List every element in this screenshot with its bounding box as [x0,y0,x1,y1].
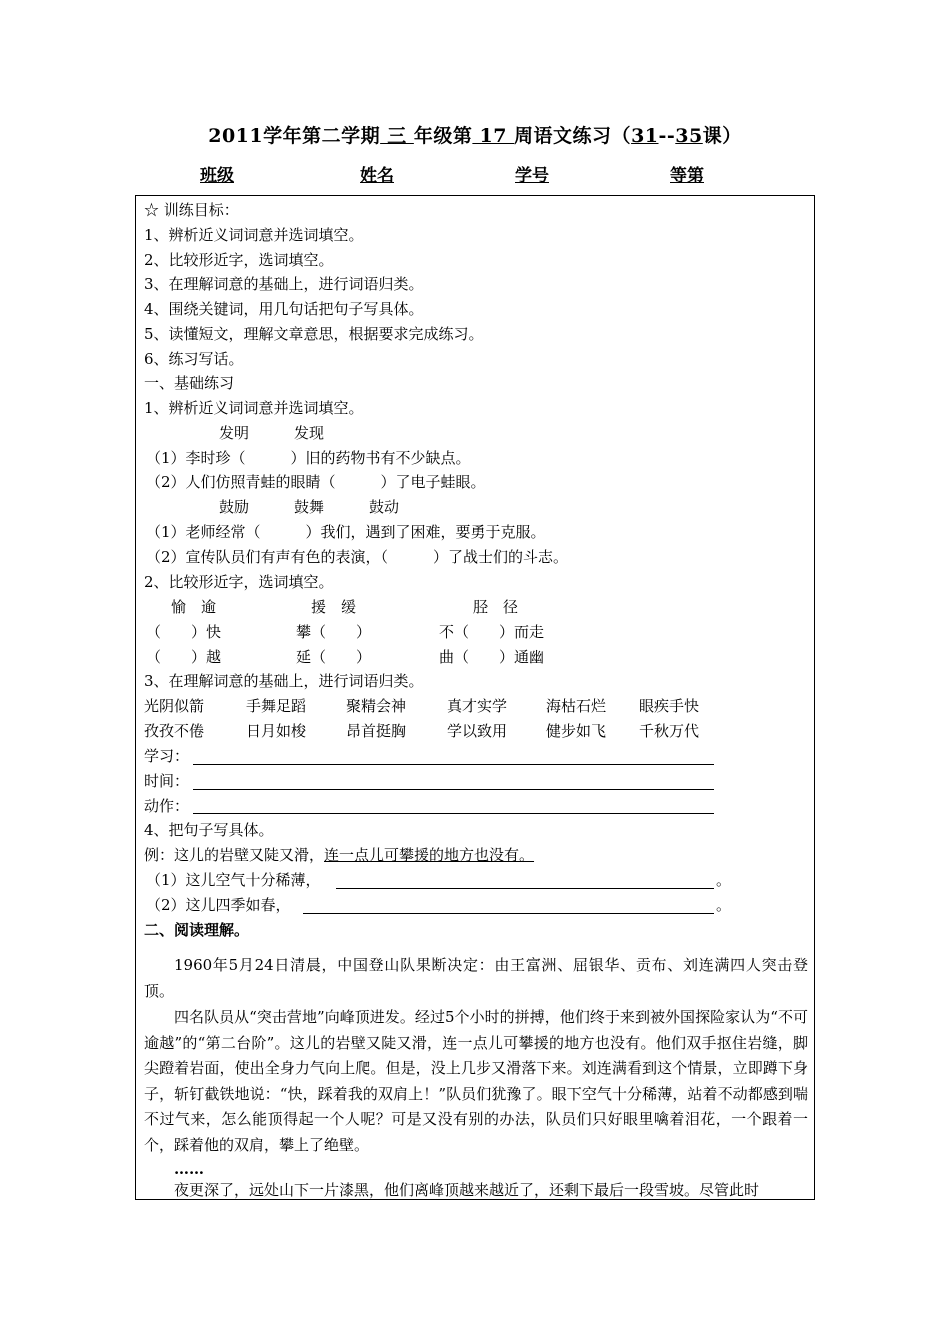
q1-word: 发现 [294,424,325,442]
q1-word: 鼓励 [219,498,250,516]
reading-ellipsis: …… [174,1160,204,1178]
goal-item: 2、比较形近字，选词填空。 [144,251,334,269]
q4-item: （1）这儿空气十分稀薄， [146,871,321,889]
q3-word: 光阴似箭 [144,697,205,715]
q4-end-mark: 。 [716,871,732,889]
q3-word: 孜孜不倦 [144,722,205,740]
header-fields [0,161,950,185]
goals-heading: ☆ 训练目标： [144,201,239,219]
q3-word: 真才实学 [447,697,508,715]
reading-paragraph: 四名队员从“突击营地”向峰顶进发。经过5个小时的拼搏，他们终于来到被外国探险家认为“不可逾越”的“第二台阶”。这儿的岩壁又陡又滑，连一点儿可攀援的地方也没有。他们双手抠住岩缝，脚尖蹬着岩面，使出全身力气向上爬。但是，没上几步又滑落下来。刘连满看到这个情景，立即蹲下身子，斩钉截铁地说：“快，踩着我的双肩上！”队员们犹豫了。眼下空气十分稀薄，站着不动都感到喘不过气来，怎么能顶得起一个人呢？可是又没有别的办法，队员们只好眼里噙着泪花，一个跟着一个，踩着他的双肩，攀上了绝壁。 [144,1008,808,1154]
q3-category: 动作： [144,797,190,815]
q3-word: 眼疾手快 [639,697,700,715]
reading-paragraph: 1960年5月24日清晨，中国登山队果断决定：由王富洲、屈银华、贡布、刘连满四人突击登顶。 [144,956,808,1000]
q2-chars: 胫 径 [473,598,519,616]
q1-word: 鼓舞 [294,498,325,516]
q3-word: 聚精会神 [346,697,407,715]
q2-blank[interactable]: 延（ ） [296,648,372,666]
q2-blank[interactable]: 攀（ ） [296,623,372,641]
goal-item: 4、围绕关键词，用几句话把句子写具体。 [144,300,424,318]
name-field[interactable]: 姓名 [360,166,394,186]
q2-blank[interactable]: 不（ ）而走 [439,623,545,641]
q3-word: 日月如梭 [246,722,307,740]
q3-word: 健步如飞 [546,722,607,740]
goal-item: 3、在理解词意的基础上，进行词语归类。 [144,275,424,293]
q1-item[interactable]: （1）老师经常（ ）我们，遇到了困难，要勇于克服。 [146,523,546,541]
q3-word: 海枯石烂 [546,697,607,715]
class-field[interactable]: 班级 [200,166,234,186]
page-title: 2011学年第二学期 三 年级第 17 周语文练习（31--35课） [208,125,742,147]
q3-word: 千秋万代 [639,722,700,740]
q2-blank[interactable]: （ ）越 [146,648,222,666]
q2-blank[interactable]: （ ）快 [146,623,222,641]
q1-title: 1、辨析近义词词意并选词填空。 [144,399,364,417]
q4-end-mark: 。 [716,896,732,914]
q1-word: 发明 [219,424,250,442]
q3-category: 时间： [144,772,190,790]
q3-word: 学以致用 [447,722,508,740]
section1-heading: 一、基础练习 [144,374,235,392]
grade-field[interactable]: 等第 [670,166,704,186]
q1-item[interactable]: （2）人们仿照青蛙的眼睛（ ）了电子蛙眼。 [146,473,486,491]
q3-category: 学习： [144,747,190,765]
q1-item[interactable]: （1）李时珍（ ）旧的药物书有不少缺点。 [146,449,471,467]
q4-title: 4、把句子写具体。 [144,821,274,839]
q2-title: 2、比较形近字，选词填空。 [144,573,334,591]
q3-answer-line[interactable] [193,789,714,790]
q2-blank[interactable]: 曲（ ）通幽 [439,648,545,666]
student-number-field[interactable]: 学号 [515,166,549,186]
section2-heading: 二、阅读理解。 [144,921,250,939]
reading-paragraph: 夜更深了，远处山下一片漆黑，他们离峰顶越来越近了，还剩下最后一段雪坡。尽管此时 [174,1181,760,1199]
q3-title: 3、在理解词意的基础上，进行词语归类。 [144,672,424,690]
goal-item: 6、练习写话。 [144,350,244,368]
q3-answer-line[interactable] [193,764,714,765]
q2-chars: 愉 逾 [171,598,217,616]
q4-answer-line[interactable] [303,913,714,914]
q1-item[interactable]: （2）宣传队员们有声有色的表演，（ ）了战士们的斗志。 [146,548,569,566]
q3-answer-line[interactable] [193,813,714,814]
q1-word: 鼓动 [369,498,400,516]
worksheet-box [135,195,815,1200]
q3-word: 昂首挺胸 [346,722,407,740]
goal-item: 5、读懂短文，理解文章意思，根据要求完成练习。 [144,325,484,343]
q4-answer-line[interactable] [336,888,714,889]
q2-chars: 援 缓 [311,598,357,616]
q3-word: 手舞足蹈 [246,697,307,715]
q4-item: （2）这儿四季如春， [146,896,291,914]
goal-item: 1、辨析近义词词意并选词填空。 [144,226,364,244]
q4-example: 例：这儿的岩壁又陡又滑，连一点儿可攀援的地方也没有。 [144,846,535,864]
